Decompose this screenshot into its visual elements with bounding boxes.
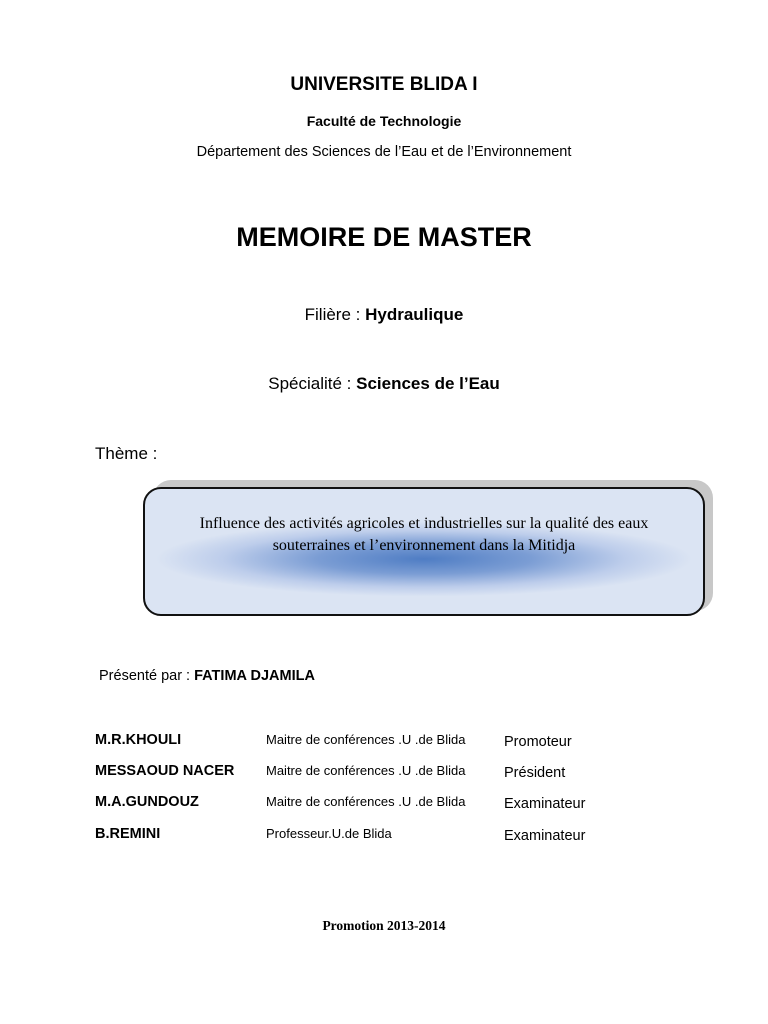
- specialite-value: Sciences de l’Eau: [356, 374, 500, 393]
- department-name: Département des Sciences de l’Eau et de l’Environnement: [196, 144, 572, 160]
- jury-row: [0, 794, 768, 814]
- jury-title: Maitre de conférences .U .de Blida: [266, 732, 466, 747]
- jury-role: Examinateur: [504, 828, 586, 844]
- specialite-label: Spécialité :: [268, 374, 357, 393]
- jury-row: [0, 826, 768, 846]
- presented-by-label: Présenté par :: [99, 668, 195, 684]
- presenter-name: FATIMA DJAMILA: [194, 668, 315, 684]
- theme-line-2: souterraines et l’environnement dans la Mitidja: [272, 537, 576, 554]
- jury-name: M.R.KHOULI: [95, 732, 182, 748]
- theme-box: [143, 487, 705, 616]
- theme-text: [145, 513, 703, 557]
- jury-title: Maitre de conférences .U .de Blida: [266, 763, 466, 778]
- filiere-line: [0, 305, 768, 325]
- jury-role: Examinateur: [504, 796, 586, 812]
- theme-line-1: Influence des activités agricoles et industrielles sur la qualité des eaux: [199, 515, 649, 532]
- jury-name: B.REMINI: [95, 826, 161, 842]
- presented-by: [99, 668, 315, 684]
- jury-role: Promoteur: [504, 734, 572, 750]
- promotion-year: Promotion 2013-2014: [322, 918, 446, 933]
- specialite-line: [0, 374, 768, 394]
- jury-name: MESSAOUD NACER: [95, 763, 235, 779]
- faculty-name: Faculté de Technologie: [306, 113, 462, 129]
- jury-title: Professeur.U.de Blida: [266, 826, 392, 841]
- jury-row: [0, 732, 768, 752]
- filiere-value: Hydraulique: [365, 305, 464, 324]
- jury-role: Président: [504, 765, 566, 781]
- document-title: MEMOIRE DE MASTER: [236, 222, 532, 252]
- theme-label: Thème :: [95, 444, 158, 463]
- university-name: UNIVERSITE BLIDA I: [290, 74, 478, 95]
- jury-title: Maitre de conférences .U .de Blida: [266, 794, 466, 809]
- filiere-label: Filière :: [304, 305, 366, 324]
- jury-name: M.A.GUNDOUZ: [95, 794, 199, 810]
- jury-row: [0, 763, 768, 783]
